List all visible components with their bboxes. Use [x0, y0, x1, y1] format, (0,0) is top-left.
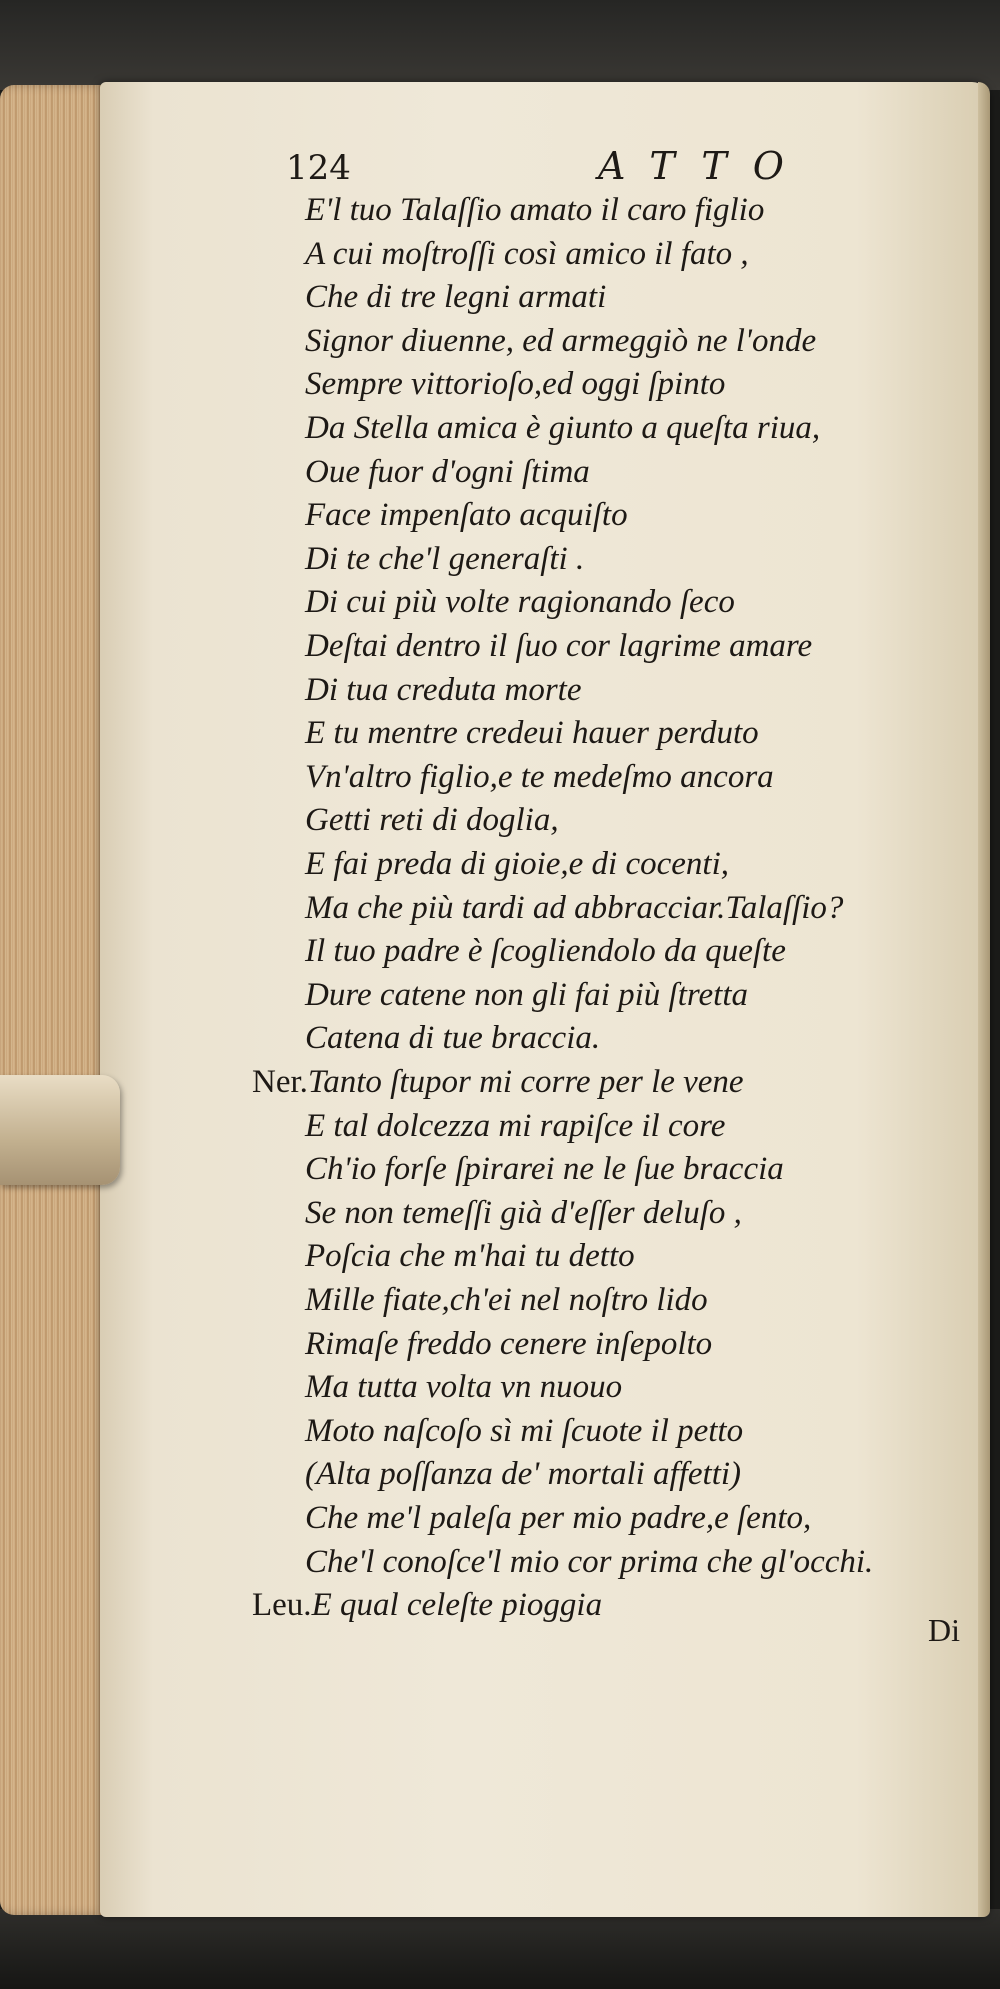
verse-text: E qual celeſte pioggia: [311, 1587, 603, 1624]
verse-text: Che me'l paleſa per mio padre,e ſento,: [305, 1500, 812, 1536]
verse-line: [305, 759, 774, 796]
verse-text: Di tua creduta morte: [305, 671, 582, 708]
verse-text: E tal dolcezza mi rapiſce il core: [305, 1107, 726, 1144]
verse-text: Di cui più volte ragionando ſeco: [305, 584, 735, 621]
verse-line: [305, 1238, 635, 1275]
verse-line: [305, 715, 759, 752]
verse-line: [305, 1369, 622, 1406]
verse-line: [305, 846, 729, 883]
verse-line: [305, 1151, 784, 1188]
verse-line: [305, 1282, 708, 1319]
verse-line: [305, 541, 584, 578]
verse-line: [305, 410, 820, 447]
verse-line: [305, 1326, 712, 1363]
verse-text: Getti reti di doglia,: [305, 802, 559, 839]
verse-line: [305, 497, 628, 534]
verse-text: Ma che più tardi ad abbracciar.Talaſſio?: [305, 889, 844, 926]
verse-line: [305, 1456, 741, 1493]
speaker-name: Ner.: [252, 1064, 308, 1100]
verse-text: E fai preda di gioie,e di cocenti,: [305, 846, 730, 882]
verse-text: Vn'altro figlio,e te medeſmo ancora: [305, 758, 774, 795]
verse-line: [305, 323, 816, 360]
verse-line: [305, 672, 582, 709]
page-number: 124: [286, 148, 351, 188]
verse-text: Ch'io forſe ſpirarei ne le ſue braccia: [305, 1151, 784, 1188]
verse-text: Di te che'l generaſti .: [305, 540, 585, 577]
verse-line: [305, 454, 590, 491]
verse-text: Tanto ſtupor mi corre per le vene: [307, 1064, 744, 1100]
verse-text: Deſtai dentro il ſuo cor lagrime amare: [305, 628, 813, 664]
verse-text: Che'l conoſce'l mio cor prima che gl'occhi.: [305, 1543, 874, 1580]
verse-text: Moto naſcoſo sì mi ſcuote il petto: [305, 1412, 744, 1449]
verse-line: [305, 236, 749, 273]
verse-text: Sempre vittorioſo,ed oggi ſpinto: [305, 366, 726, 403]
verse-text: Ma tutta volta vn nuouo: [305, 1369, 623, 1406]
verse-line: [305, 1544, 873, 1581]
running-title: ATTO: [598, 144, 810, 188]
verse-line: [305, 890, 843, 927]
verse-line: [305, 279, 606, 316]
verse-text: E'l tuo Talaſſio amato il caro figlio: [305, 192, 765, 228]
verse-line: [305, 933, 786, 970]
verse-line: [305, 1108, 725, 1145]
verse-line: [305, 1020, 600, 1057]
verse-text: A cui moſtroſſi così amico il fato ,: [305, 235, 749, 272]
verse-text: Mille fiate,ch'ei nel noſtro lido: [305, 1282, 708, 1318]
verse-text: (Alta poſſanza de' mortali affetti): [305, 1456, 742, 1493]
verse-text: Poſcia che m'hai tu detto: [305, 1238, 635, 1275]
speech-line-with-speaker: [252, 1064, 744, 1101]
speaker-name: Leu.: [252, 1587, 312, 1624]
verse-text: E tu mentre credeui hauer perduto: [305, 715, 759, 752]
verse-text: Signor diuenne, ed armeggiò ne l'onde: [305, 322, 817, 359]
verse-line: [305, 366, 725, 403]
catchword: Di: [928, 1612, 960, 1648]
verse-line: [305, 192, 764, 229]
verse-text: Face impenſato acquiſto: [305, 497, 628, 534]
verse-line: [305, 1500, 811, 1537]
verse-text: Catena di tue braccia.: [305, 1020, 601, 1057]
verse-line: [305, 1195, 742, 1232]
verse-text: Rimaſe freddo cenere inſepolto: [305, 1325, 713, 1362]
verse-text: Il tuo padre è ſcogliendolo da queſte: [305, 933, 786, 970]
verse-text: Dure catene non gli fai più ſtretta: [305, 976, 748, 1013]
verse-text: Che di tre legni armati: [305, 279, 607, 316]
verse-line: [305, 977, 748, 1014]
verse-line: [305, 802, 559, 839]
verse-line: [305, 628, 812, 665]
verse-text: Se non temeſſi già d'eſſer deluſo ,: [305, 1194, 742, 1231]
verse-text: Oue fuor d'ogni ſtima: [305, 453, 590, 490]
verse-line: [305, 1413, 743, 1450]
verse-line: [305, 584, 735, 621]
speech-line-with-speaker: [252, 1587, 602, 1624]
verse-text: Da Stella amica è giunto a queſta riua,: [305, 410, 821, 446]
